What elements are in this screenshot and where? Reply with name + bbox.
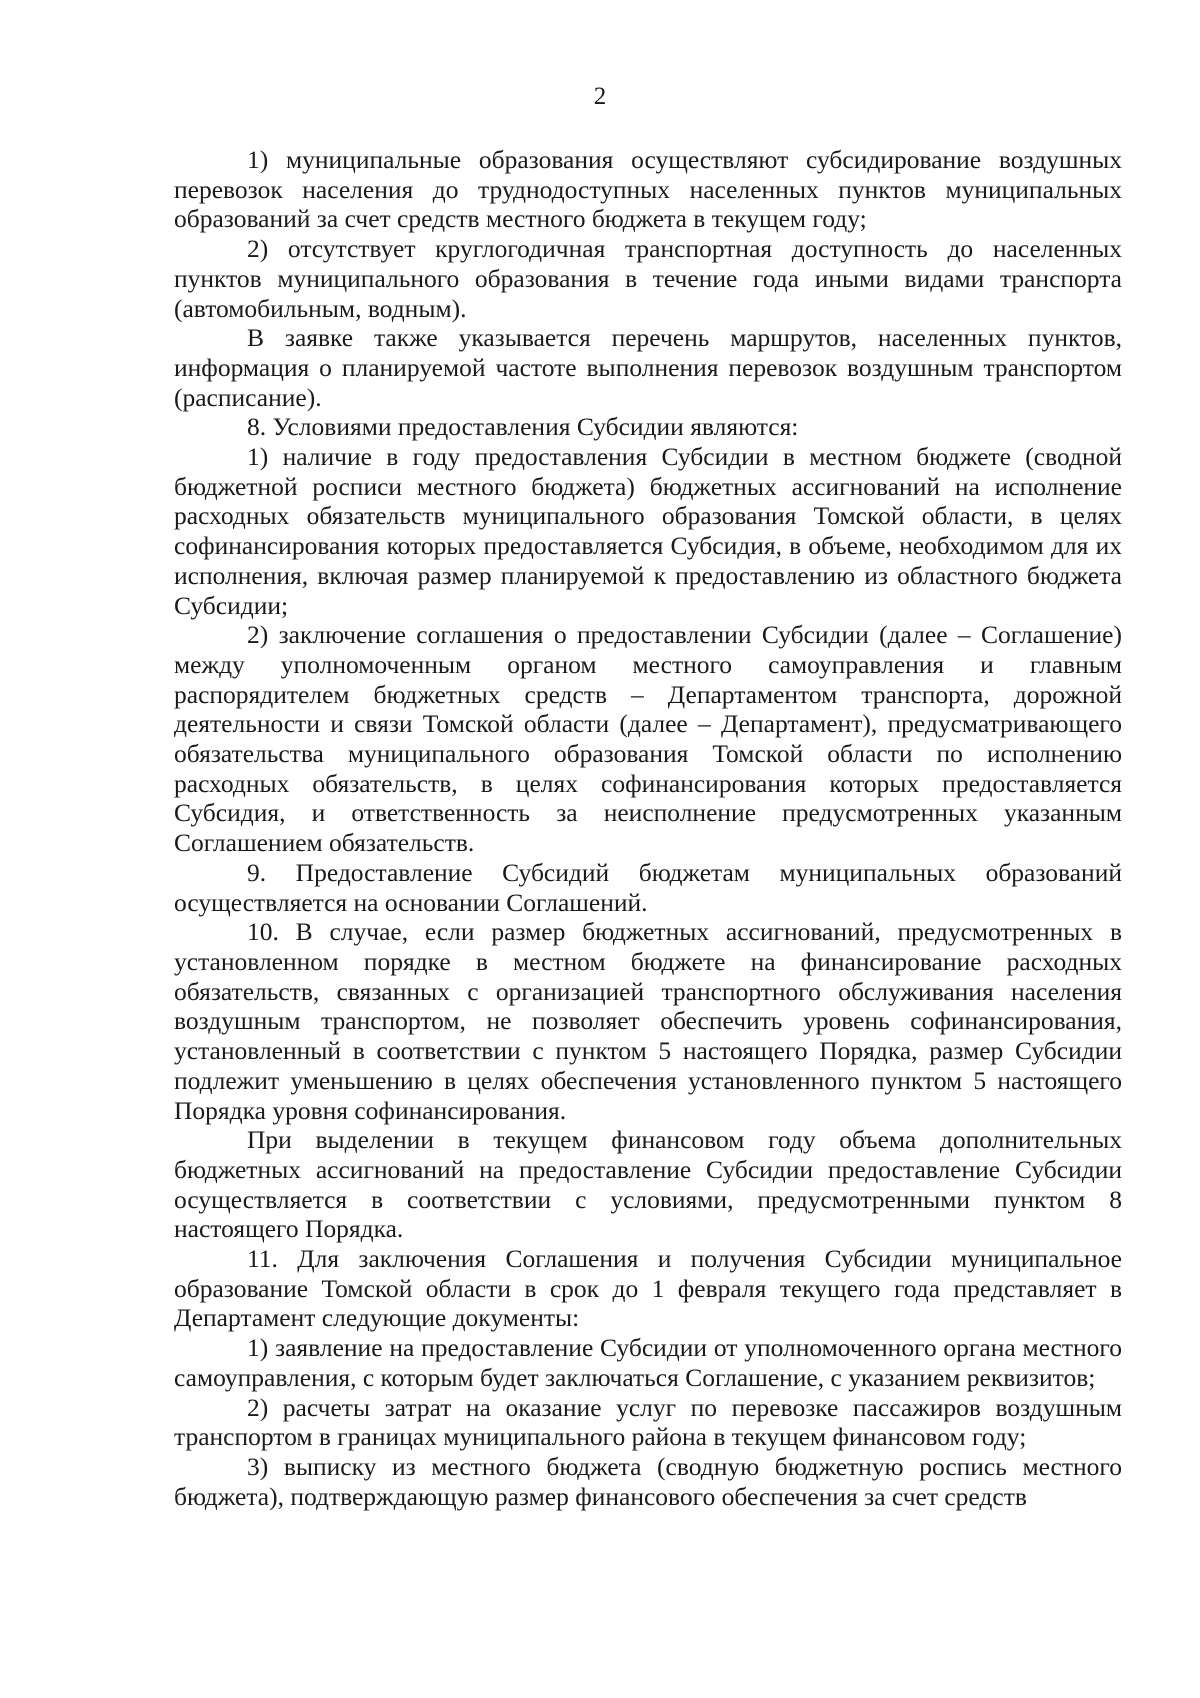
paragraph-10: 10. В случае, если размер бюджетных ассигнований, предусмотренных в установленном порядке в местном бюджете на финансирование расходных обязательств, связанных с организацией транспортного обслуживания населения воздушным транспортом, не позволяет обеспечить уровень софинансирования, установленный в соответствии с пунктом 5 настоящего Порядка, размер Субсидии подлежит уменьшению в целях обеспечения установленного пунктом 5 настоящего Порядка уровня софинансирования. bbox=[174, 917, 1122, 1125]
paragraph-11-item-2: 2) расчеты затрат на оказание услуг по перевозке пассажиров воздушным транспортом в границах муниципального района в текущем финансовом году; bbox=[174, 1392, 1122, 1452]
paragraph-8-item-2: 2) заключение соглашения о предоставлении Субсидии (далее – Соглашение) между уполномоченным органом местного самоуправления и главным распорядителем бюджетных средств – Департаментом транспорта, дорожной деятельности и связи Томской области (далее – Департамент), предусматривающего обязательства муниципального образования Томской области по исполнению расходных обязательств, в целях софинансирования которых предоставляется Субсидия, и ответственность за неисполнение предусмотренных указанным Соглашением обязательств. bbox=[174, 620, 1122, 858]
paragraph-8-heading: 8. Условиями предоставления Субсидии являются: bbox=[247, 412, 799, 442]
document-body bbox=[174, 145, 1122, 1511]
paragraph-11: 11. Для заключения Соглашения и получения Субсидии муниципальное образование Томской области в срок до 1 февраля текущего года представляет в Департамент следующие документы: bbox=[174, 1244, 1122, 1333]
paragraph-11-item-3: 3) выписку из местного бюджета (сводную бюджетную роспись местного бюджета), подтверждающую размер финансового обеспечения за счет средств bbox=[174, 1451, 1122, 1511]
paragraph-8-item-1: 1) наличие в году предоставления Субсидии в местном бюджете (сводной бюджетной росписи местного бюджета) бюджетных ассигнований на исполнение расходных обязательств муниципального образования Томской области, в целях софинансирования которых предоставляется Субсидия, в объеме, необходимом для их исполнения, включая размер планируемой к предоставлению из областного бюджета Субсидии; bbox=[174, 442, 1122, 620]
paragraph-11-item-1: 1) заявление на предоставление Субсидии от уполномоченного органа местного самоуправления, с которым будет заключаться Соглашение, с указанием реквизитов; bbox=[174, 1333, 1122, 1392]
page-number: 2 bbox=[593, 83, 607, 110]
paragraph-application-routes: В заявке также указывается перечень маршрутов, населенных пунктов, информация о планируемой частоте выполнения перевозок воздушным транспортом (расписание). bbox=[174, 323, 1122, 412]
paragraph-item-2: 2) отсутствует круглогодичная транспортная доступность до населенных пунктов муниципального образования в течение года иными видами транспорта (автомобильным, водным). bbox=[174, 234, 1122, 323]
paragraph-additional-allocations: При выделении в текущем финансовом году объема дополнительных бюджетных ассигнований на предоставление Субсидии предоставление Субсидии осуществляется в соответствии с условиями, предусмотренными пунктом 8 настоящего Порядка. bbox=[174, 1125, 1122, 1244]
paragraph-item-1: 1) муниципальные образования осуществляют субсидирование воздушных перевозок населения до труднодоступных населенных пунктов муниципальных образований за счет средств местного бюджета в текущем году; bbox=[174, 145, 1122, 234]
paragraph-9: 9. Предоставление Субсидий бюджетам муниципальных образований осуществляется на основании Соглашений. bbox=[174, 857, 1122, 917]
